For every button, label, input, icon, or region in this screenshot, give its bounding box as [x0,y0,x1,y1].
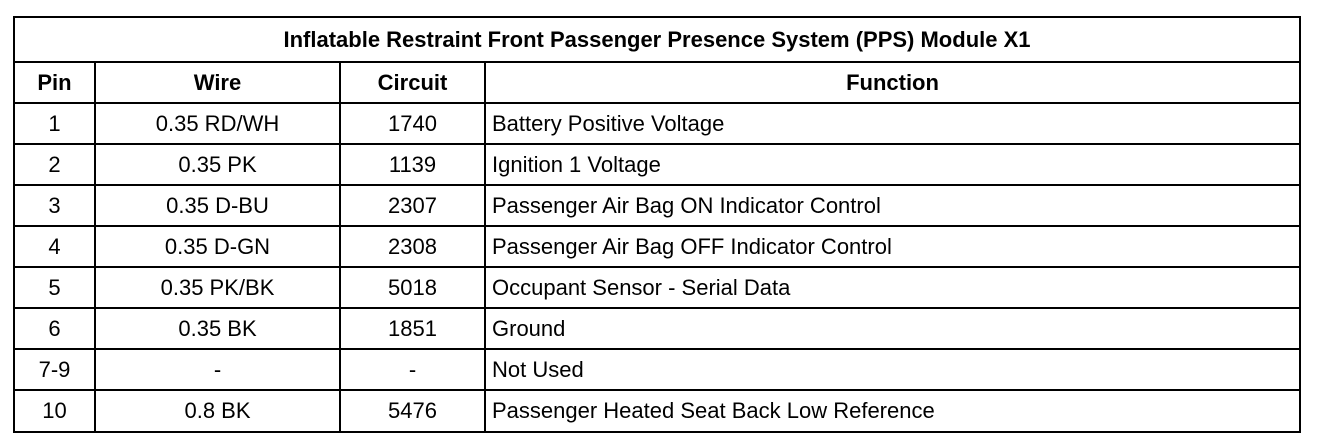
pin-cell: 2 [15,144,95,185]
table-row [15,390,1299,431]
function-cell: Occupant Sensor - Serial Data [485,267,1299,308]
function-cell: Passenger Air Bag ON Indicator Control [485,185,1299,226]
title-row [15,18,1299,62]
header-circuit: Circuit [340,62,485,103]
table-title: Inflatable Restraint Front Passenger Presence System (PPS) Module X1 [15,18,1299,62]
wire-cell: 0.35 BK [95,308,340,349]
table-row [15,185,1299,226]
table-row [15,144,1299,185]
wire-cell: 0.35 D-BU [95,185,340,226]
circuit-cell: 5018 [340,267,485,308]
connector-table-frame [13,16,1301,433]
table-row [15,308,1299,349]
pin-cell: 1 [15,103,95,144]
circuit-cell: - [340,349,485,390]
circuit-cell: 2308 [340,226,485,267]
pin-cell: 10 [15,390,95,431]
table-row [15,267,1299,308]
pin-cell: 6 [15,308,95,349]
function-cell: Passenger Air Bag OFF Indicator Control [485,226,1299,267]
wire-cell: 0.35 D-GN [95,226,340,267]
header-function: Function [485,62,1299,103]
circuit-cell: 1740 [340,103,485,144]
function-cell: Ignition 1 Voltage [485,144,1299,185]
function-cell: Battery Positive Voltage [485,103,1299,144]
wire-cell: - [95,349,340,390]
pin-cell: 7-9 [15,349,95,390]
table-row [15,349,1299,390]
header-wire: Wire [95,62,340,103]
table-row [15,103,1299,144]
circuit-cell: 1851 [340,308,485,349]
wire-cell: 0.35 PK/BK [95,267,340,308]
pin-cell: 5 [15,267,95,308]
header-row [15,62,1299,103]
header-pin: Pin [15,62,95,103]
wire-cell: 0.35 RD/WH [95,103,340,144]
function-cell: Passenger Heated Seat Back Low Reference [485,390,1299,431]
function-cell: Not Used [485,349,1299,390]
function-cell: Ground [485,308,1299,349]
wire-cell: 0.35 PK [95,144,340,185]
circuit-cell: 1139 [340,144,485,185]
circuit-cell: 5476 [340,390,485,431]
wire-cell: 0.8 BK [95,390,340,431]
pin-cell: 4 [15,226,95,267]
circuit-cell: 2307 [340,185,485,226]
pin-cell: 3 [15,185,95,226]
connector-pinout-table [15,18,1299,431]
table-row [15,226,1299,267]
